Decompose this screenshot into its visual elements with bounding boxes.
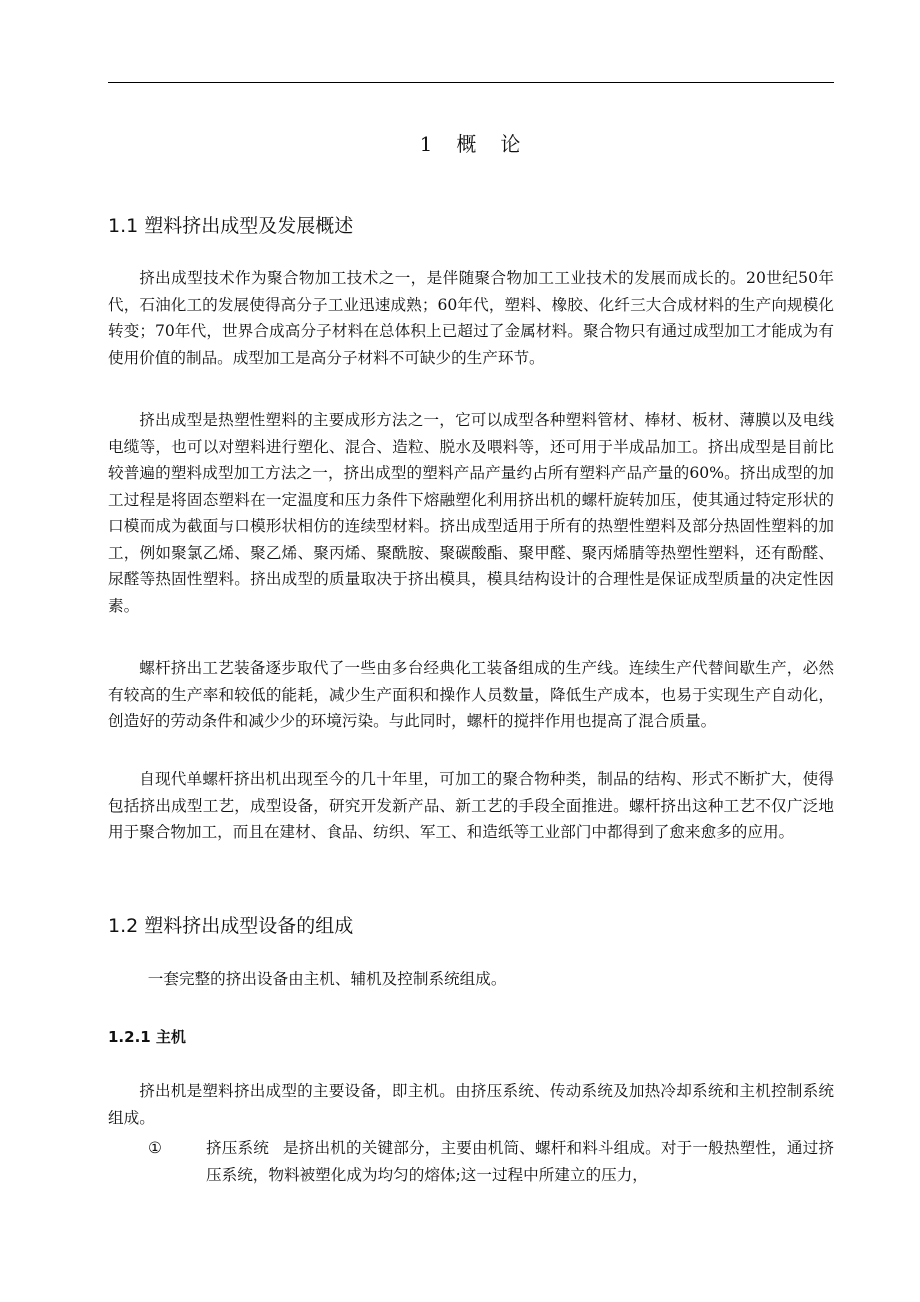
paragraph-equipment-composition: 一套完整的挤出设备由主机、辅机及控制系统组成。 <box>147 970 507 988</box>
list-item-text: 是挤出机的关键部分，主要由机筒、螺杆和料斗组成。对于一般热塑性，通过挤压系统，物料被塑化成为均匀的熔体;这一过程中所建立的压力， <box>206 1139 834 1184</box>
header-rule <box>108 82 834 83</box>
list-item-marker: ① <box>148 1139 162 1157</box>
list-item-body <box>206 1135 834 1188</box>
paragraph-extrusion-molding: 挤出成型是热塑性塑料的主要成形方法之一，它可以成型各种塑料管材、棒材、板材、薄膜以及电线电缆等，也可以对塑料进行塑化、混合、造粒、脱水及喂料等，还可用于半成品加工。挤出成型是目前比较普遍的塑料成型加工方法之一，挤出成型的塑料产品产量约占所有塑料产品产量的60%。挤出成型的加工过程是将固态塑料在一定温度和压力条件下熔融塑化利用挤出机的螺杆旋转加压，使其通过特定形状的口模而成为截面与口模形状相仿的连续型材料。挤出成型适用于所有的热塑性塑料及部分热固性塑料的加工，例如聚氯乙烯、聚乙烯、聚丙烯、聚酰胺、聚碳酸酯、聚甲醛、聚丙烯腈等热塑性塑料，还有酚醛、尿醛等热固性塑料。挤出成型的质量取决于挤出模具，模具结构设计的合理性是保证成型质量的决定性因素。 <box>108 411 834 615</box>
paragraph-screw-extrusion: 螺杆挤出工艺装备逐步取代了一些由多台经典化工装备组成的生产线。连续生产代替间歇生产，必然有较高的生产率和较低的能耗，减少生产面积和操作人员数量，降低生产成本，也易于实现生产自动化，创造好的劳动条件和减少少的环境污染。与此同时，螺杆的搅拌作用也提高了混合质量。 <box>108 659 834 730</box>
paragraph-overview: 挤出成型技术作为聚合物加工技术之一，是伴随聚合物加工工业技术的发展而成长的。20世纪50年代，石油化工的发展使得高分子工业迅速成熟；60年代，塑料、橡胶、化纤三大合成材料的生产向规模化转变；70年代，世界合成高分子材料在总体积上已超过了金属材料。聚合物只有通过成型加工才能成为有使用价值的制品。成型加工是高分子材料不可缺少的生产环节。 <box>108 269 834 367</box>
chapter-title: 1 概 论 <box>419 132 523 156</box>
list-item-extrusion-system <box>108 1135 834 1188</box>
paragraph-main-machine: 挤出机是塑料挤出成型的主要设备，即主机。由挤压系统、传动系统及加热冷却系统和主机控制系统组成。 <box>108 1082 834 1127</box>
subsection-heading-1-2-1: 1.2.1 主机 <box>108 1028 186 1046</box>
section-heading-1-1: 1.1 塑料挤出成型及发展概述 <box>108 215 354 237</box>
paragraph-modern-development: 自现代单螺杆挤出机出现至今的几十年里，可加工的聚合物种类，制品的结构、形式不断扩大，使得包括挤出成型工艺，成型设备，研究开发新产品、新工艺的手段全面推进。螺杆挤出这种工艺不仅广泛地用于聚合物加工，而且在建材、食品、纺织、军工、和造纸等工业部门中都得到了愈来愈多的应用。 <box>108 770 834 841</box>
list-item-title: 挤压系统 <box>206 1139 269 1157</box>
section-heading-1-2: 1.2 塑料挤出成型设备的组成 <box>108 915 354 937</box>
